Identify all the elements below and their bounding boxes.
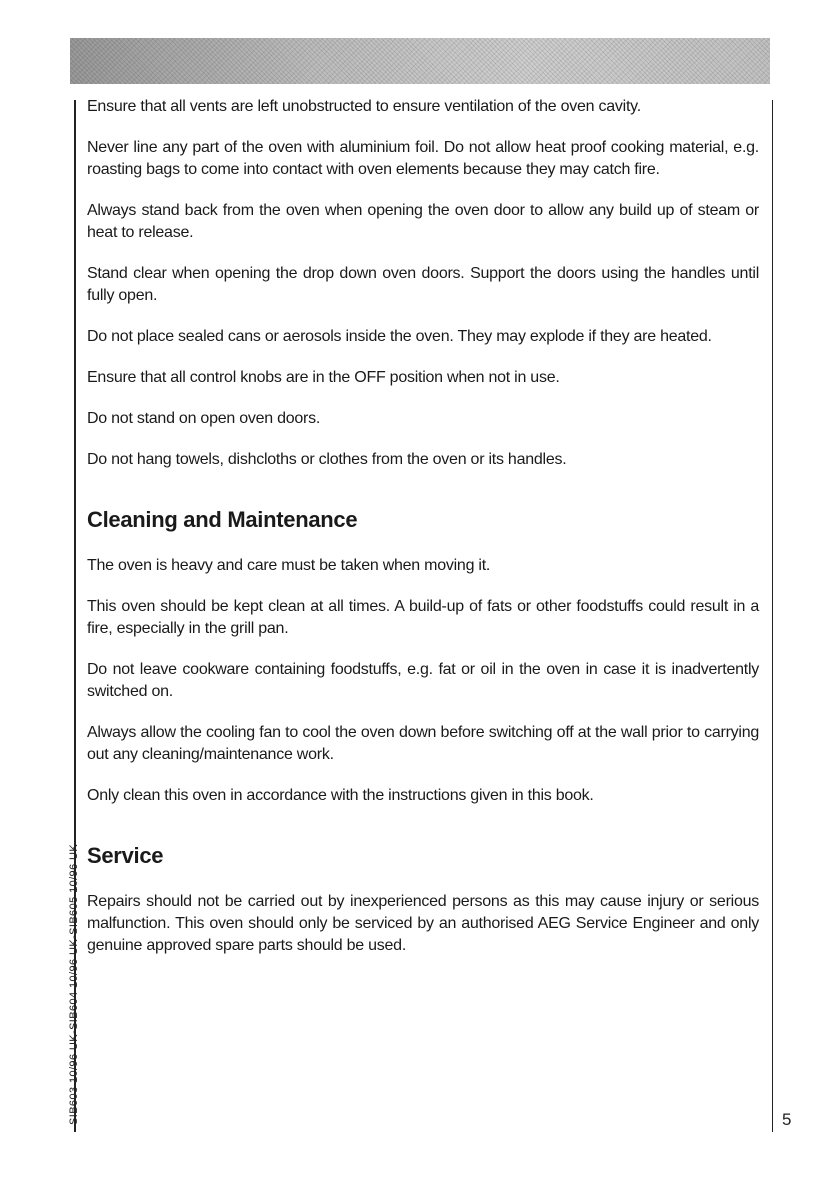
paragraph: Never line any part of the oven with aluminium foil. Do not allow heat proof cooking material, e.g. roasting bags to come into contact with oven elements because they may catch fire. [87, 139, 759, 178]
paragraph: Do not place sealed cans or aerosols inside the oven. They may explode if they are heated. [87, 328, 712, 345]
paragraph: Repairs should not be carried out by inexperienced persons as this may cause injury or serious malfunction. This oven should only be serviced by an authorised AEG Service Engineer and only genuine approved spare parts should be used. [87, 893, 759, 954]
safety-section [87, 96, 759, 471]
paragraph: Stand clear when opening the drop down oven doors. Support the doors using the handles until fully open. [87, 265, 759, 304]
header-band [70, 38, 770, 84]
paragraph: Do not hang towels, dishcloths or clothes from the oven or its handles. [87, 451, 567, 468]
document-reference-code: SIB603 10/96 UK-SIB604 10/96 UK-SIB605 10/96 UK [68, 843, 80, 1125]
paragraph: Ensure that all control knobs are in the OFF position when not in use. [87, 369, 560, 386]
paragraph: Always stand back from the oven when opening the oven door to allow any build up of steam or heat to release. [87, 202, 759, 241]
section-heading-service: Service [87, 843, 164, 868]
paragraph: Do not stand on open oven doors. [87, 410, 321, 427]
paragraph: This oven should be kept clean at all times. A build-up of fats or other foodstuffs could result in a fire, especially in the grill pan. [87, 598, 759, 637]
service-section [87, 843, 759, 957]
page-number: 5 [782, 1110, 792, 1129]
right-margin-rule [772, 100, 773, 1132]
section-heading-cleaning: Cleaning and Maintenance [87, 507, 358, 532]
page-content [87, 96, 759, 976]
cleaning-section [87, 507, 759, 807]
paragraph: Ensure that all vents are left unobstructed to ensure ventilation of the oven cavity. [87, 98, 641, 115]
paragraph: Only clean this oven in accordance with the instructions given in this book. [87, 787, 594, 804]
paragraph: Always allow the cooling fan to cool the oven down before switching off at the wall prior to carrying out any cleaning/maintenance work. [87, 724, 759, 763]
paragraph: Do not leave cookware containing foodstuffs, e.g. fat or oil in the oven in case it is inadvertently switched on. [87, 661, 759, 700]
paragraph: The oven is heavy and care must be taken when moving it. [87, 557, 491, 574]
